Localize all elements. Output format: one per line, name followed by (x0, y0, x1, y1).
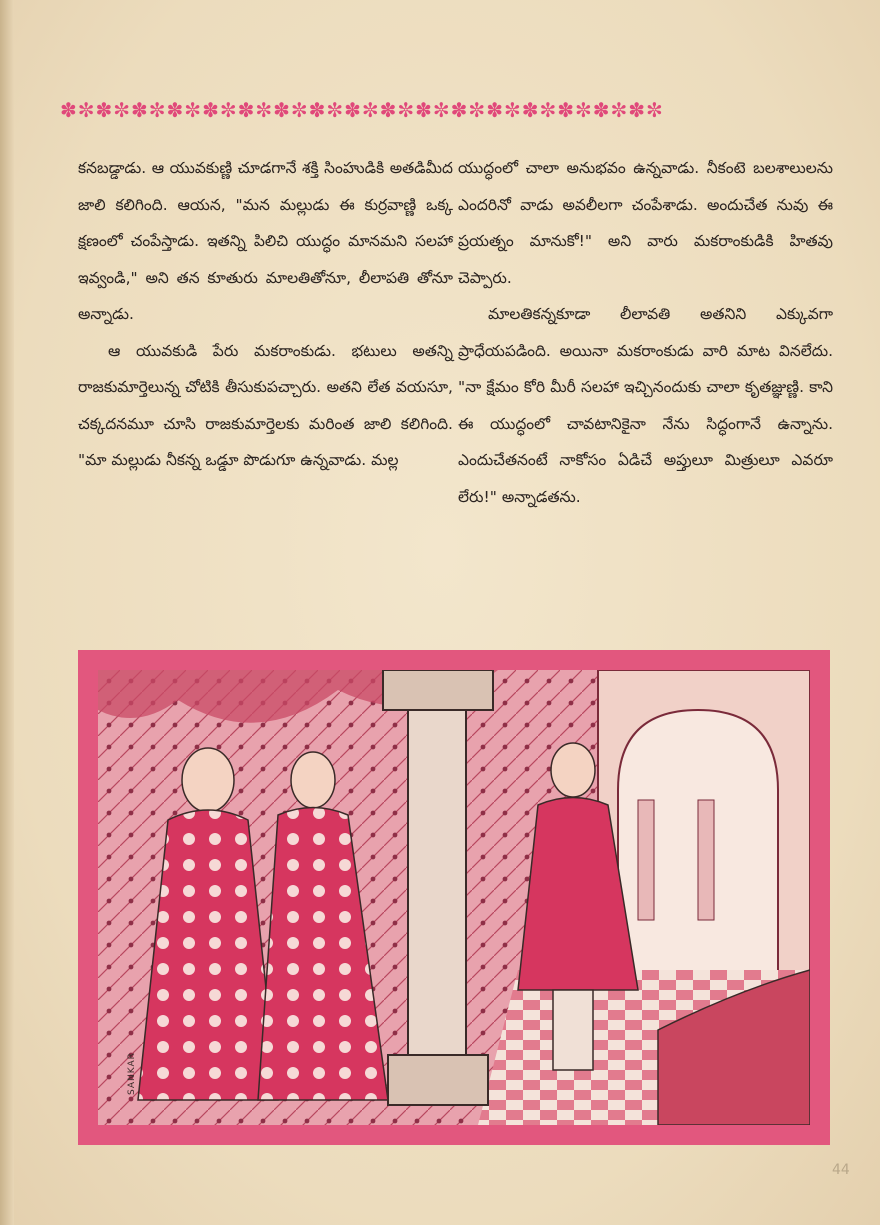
maid-head (291, 752, 335, 808)
paragraph: ఆ యువకుడి పేరు మకరాంకుడు. భటులు అతన్ని రాజకుమార్తెలున్న చోటికి తీసుకుపచ్చారు. అతని లేత వయసూ, చక్కదనమూ చూసి రాజకుమార్తెలకు మరింత జాలి కలిగింది. "మా మల్లుడు నీకన్న ఒడ్డూ పొడుగూ ఉన్నవాడు. మల్ల (78, 341, 453, 469)
artist-signature: SANKAR (127, 1052, 137, 1095)
pillar-shaft (408, 710, 466, 1060)
decorative-flower-border: ✽✼✽✼✽✼✽✼✽✼✽✼✽✼✽✼✽✼✽✼✽✼✽✼✽✼✽✼✽✼✽✼✽✼ (60, 98, 664, 122)
text-column-left (78, 150, 453, 479)
paragraph: కనబడ్డాడు. ఆ యువకుణ్ణి చూడగానే శక్తి సింహుడికి అతడిమీద జాలి కలిగింది. ఆయన, "మన మల్లుడు ఈ కుర్రవాణ్ణి ఒక్క క్షణంలో చంపేస్తాడు. ఇతన్ని పిలిచి యుద్ధం మానమని సలహా ఇవ్వండి," అని తన కూతురు మాలతితోనూ, లీలాపతి తోనూ అన్నాడు. (78, 159, 453, 323)
princess-head (182, 748, 234, 812)
youth-legs (553, 990, 593, 1070)
page-number: 44 (832, 1162, 850, 1178)
pillar-base (388, 1055, 488, 1105)
inner-pillar (698, 800, 714, 920)
youth-head (551, 743, 595, 797)
paragraph: మాలతికన్నకూడా లీలావతి అతనిని ఎక్కువగా ప్రాధేయపడింది. అయినా మకరాంకుడు వారి మాట వినలేదు. "నా క్షేమం కోరి మీరీ సలహా ఇచ్చినందుకు చాలా కృతజ్ఞుణ్ణి. కాని ఈ యుద్ధంలో చావటానికైనా నేను సిద్ధంగానే ఉన్నాను. ఎందుచేతనంటే నాకోసం ఏడిచే అప్తులూ మిత్రులూ ఎవరూ లేరు!" అన్నాడతను. (458, 305, 833, 506)
page-spine (0, 0, 14, 1225)
paragraph: యుద్ధంలో చాలా అనుభవం ఉన్నవాడు. నీకంటె బలశాలులను ఎందరినో వాడు అవలీలగా చంపేశాడు. అందుచేత నువు ఈ ప్రయత్నం మానుకో!" అని వారు మకరాంకుడికి హితవు చెప్పారు. (458, 159, 833, 287)
illustration (98, 670, 810, 1125)
pillar-capital (383, 670, 493, 710)
text-column-right (458, 150, 833, 515)
inner-pillar (638, 800, 654, 920)
